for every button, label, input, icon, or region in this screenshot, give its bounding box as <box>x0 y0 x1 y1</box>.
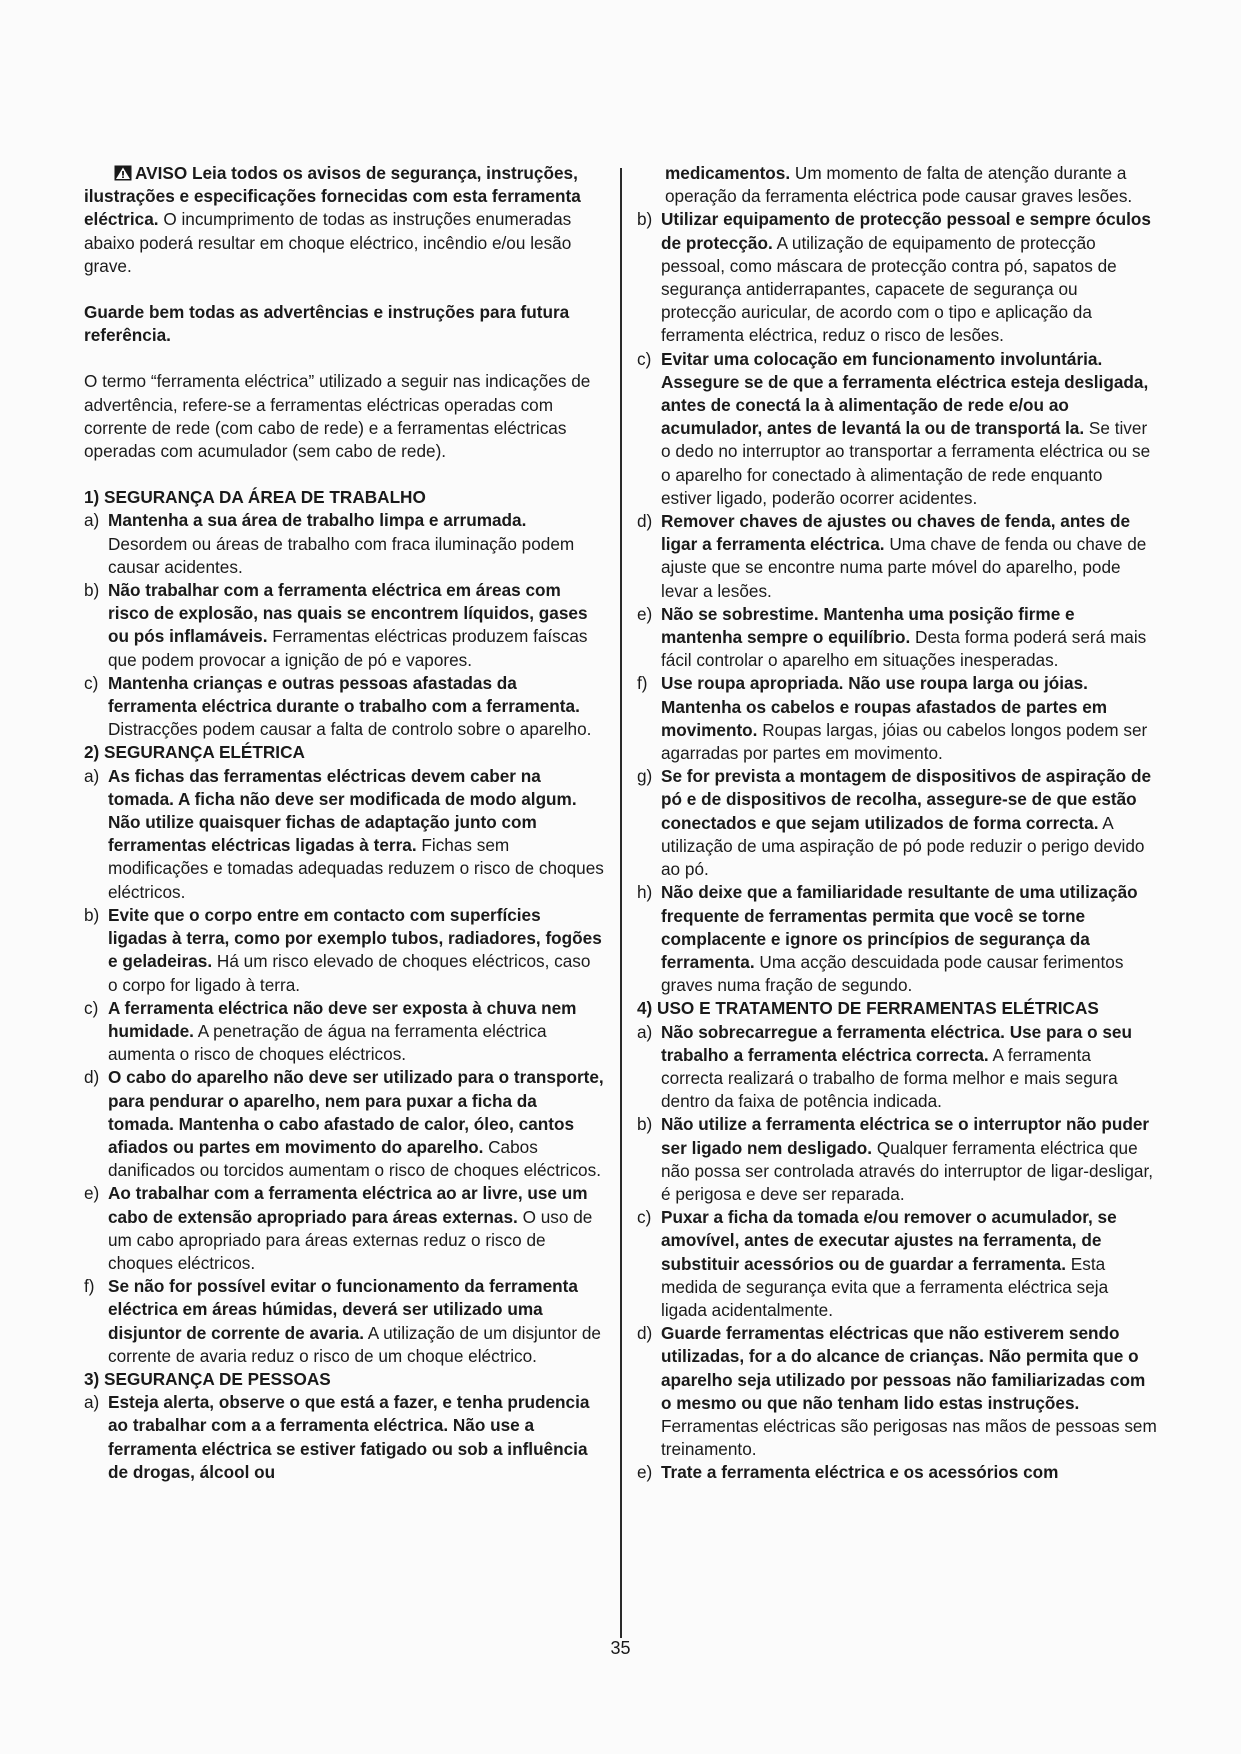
list-item <box>84 509 604 579</box>
list-item <box>84 579 604 672</box>
keep-note <box>84 301 604 347</box>
item-bold: Ao trabalhar com a ferramenta eléctrica ao ar livre, use um cabo de extensão apropriado para áreas externas. <box>108 1183 588 1227</box>
item-letter: d) <box>84 1067 100 1088</box>
section-1-list <box>84 509 604 741</box>
item-bold: Se não for possível evitar o funcionamento da ferramenta eléctrica em áreas húmidas, deverá ser utilizado uma disjuntor de corrente de avaria. <box>108 1276 578 1343</box>
warning-bold: AVISO Leia todos os avisos de segurança, instruções, ilustrações e especificações fornecidas com esta ferramenta eléctrica. <box>84 163 581 230</box>
list-item <box>637 765 1157 881</box>
item-bold: Evite que o corpo entre em contacto com superfícies ligadas à terra, como por exemplo tubos, radiadores, fogões e geladeiras. <box>108 904 602 972</box>
item-letter: b) <box>637 209 653 230</box>
item-letter: e) <box>637 603 653 624</box>
section-3-list-continued <box>637 208 1157 997</box>
list-item <box>637 1021 1157 1114</box>
continuation-bold: medicamentos. <box>665 163 791 183</box>
page-number: 35 <box>610 1638 631 1658</box>
list-item <box>637 1322 1157 1461</box>
item-normal: A utilização de uma aspiração de pó pode reduzir o perigo devido ao pó. <box>661 812 1145 880</box>
item-bold: As fichas das ferramentas eléctricas devem caber na tomada. A ficha não deve ser modificada de modo algum. Não utilize quaisquer fichas de adaptação junto com ferramentas eléctricas ligadas à terra. <box>108 765 577 856</box>
list-item <box>637 348 1157 510</box>
item-bold: Não se sobrestime. Mantenha uma posição firme e mantenha sempre o equilíbrio. <box>661 603 1075 648</box>
list-item <box>84 765 604 904</box>
item-letter: e) <box>637 1462 653 1483</box>
item-normal: Qualquer ferramenta eléctrica que não possa ser controlada através do interruptor de ligar-desligar, é perigosa e deve ser reparada. <box>661 1137 1154 1204</box>
item-letter: c) <box>84 672 99 693</box>
item-bold: Mantenha a sua área de trabalho limpa e arrumada. <box>108 510 527 531</box>
item-normal: Desta forma poderá será mais fácil controlar o aparelho em situações inesperadas. <box>661 627 1147 671</box>
item-normal: Uma acção descuidada pode causar ferimentos graves numa fração de segundo. <box>661 951 1124 996</box>
item-letter: d) <box>637 1323 653 1344</box>
list-item <box>84 904 604 997</box>
section-3-title: 3) SEGURANÇA DE PESSOAS <box>84 1368 331 1389</box>
item-bold: Não deixe que a familiaridade resultante de uma utilização frequente de ferramentas permita que você se torne complacente e ignore os princípios de segurança da ferramenta. <box>661 882 1138 972</box>
item-letter: a) <box>637 1021 653 1042</box>
item-bold: Guarde ferramentas eléctricas que não estiverem sendo utilizadas, for a do alcance de crianças. Não permita que o aparelho seja utilizado por pessoas não familiarizadas com o mesmo ou que não tenham lido estas instruções. <box>661 1323 1146 1413</box>
item-letter: b) <box>84 580 100 601</box>
section-2-title: 2) SEGURANÇA ELÉTRICA <box>84 742 305 763</box>
item-bold: Esteja alerta, observe o que está a fazer, e tenha prudencia ao trabalhar com a a ferramenta eléctrica. Não use a ferramenta eléctrica se estiver fatigado ou sob a influência de drogas, álcool ou <box>108 1392 590 1482</box>
list-item <box>84 1275 604 1368</box>
item-normal: Distracções podem causar a falta de controlo sobre o aparelho. <box>108 719 592 740</box>
item-normal: Fichas sem modificações e tomadas adequadas reduzem o risco de choques eléctricos. <box>108 835 604 902</box>
item-letter: c) <box>637 348 652 369</box>
section-1-title: 1) SEGURANÇA DA ÁREA DE TRABALHO <box>84 487 426 508</box>
item-bold: Se for prevista a montagem de dispositivos de aspiração de pó e de dispositivos de recolha, assegure-se de que estão conectados e que sejam utilizados de forma correcta. <box>661 766 1152 833</box>
item-letter: a) <box>84 765 100 786</box>
list-item <box>84 672 604 742</box>
list-item <box>637 881 1157 997</box>
item-bold: Não trabalhar com a ferramenta eléctrica em áreas com risco de explosão, nas quais se encontrem líquidos, gases ou pós inflamáveis. <box>108 580 588 647</box>
item-normal: A penetração de água na ferramenta eléctrica aumenta o risco de choques eléctricos. <box>108 1020 547 1065</box>
item-letter: b) <box>84 904 100 925</box>
list-item <box>84 1182 604 1275</box>
list-item <box>84 1391 604 1484</box>
list-item <box>84 1066 604 1182</box>
warning-paragraph <box>84 162 604 278</box>
keep-note-text: Guarde bem todas as advertências e instruções para futura referência. <box>84 302 570 346</box>
item-bold: Não utilize a ferramenta eléctrica se o interruptor não puder ser ligado nem desligado. <box>661 1114 1150 1158</box>
item-normal: Há um risco elevado de choques eléctricos, caso o corpo for ligado à terra. <box>108 951 591 995</box>
list-item <box>637 672 1157 765</box>
item-normal: Se tiver o dedo no interruptor ao transportar a ferramenta eléctrica ou se o aparelho for conectado à alimentação de rede enquanto estiver ligado, poderão ocorrer acidentes. <box>661 418 1151 508</box>
item-bold: Trate a ferramenta eléctrica e os acessórios com <box>661 1462 1059 1483</box>
item-normal: Uma chave de fenda ou chave de ajuste que se encontre numa parte móvel do aparelho, pode levar a lesões. <box>661 534 1147 601</box>
item-normal: Ferramentas eléctricas são perigosas nas mãos de pessoas sem treinamento. <box>661 1415 1157 1460</box>
item-letter: c) <box>84 997 99 1018</box>
left-column <box>84 162 604 1484</box>
list-item <box>637 603 1157 673</box>
item-letter: a) <box>84 1392 100 1413</box>
item-letter: a) <box>84 510 100 531</box>
list-item <box>637 1113 1157 1206</box>
list-item <box>637 510 1157 603</box>
section-2-list <box>84 765 604 1368</box>
item-normal: O uso de um cabo apropriado para áreas externas reduz o risco de choques eléctricos. <box>108 1206 593 1273</box>
warning-normal: O incumprimento de todas as instruções enumeradas abaixo poderá resultar em choque eléctrico, incêndio e/ou lesão grave. <box>84 209 572 276</box>
warning-triangle-icon <box>114 165 132 181</box>
column-divider <box>620 168 622 1638</box>
item-bold: Evitar uma colocação em funcionamento involuntária. Assegure se de que a ferramenta eléctrica esteja desligada, antes de conectá la à alimentação de rede e/ou ao acumulador, antes de levantá la ou de transportá la. <box>661 348 1149 439</box>
term-paragraph: O termo “ferramenta eléctrica” utilizado a seguir nas indicações de advertência, refere-se a ferramentas eléctricas operadas com corrente de rede (com cabo de rede) e a ferramentas eléctricas operadas com acumulador (sem cabo de rede). <box>84 371 591 462</box>
item-normal: Ferramentas eléctricas produzem faíscas que podem provocar a ignição de pó e vapores. <box>108 626 588 670</box>
item-normal: A utilização de equipamento de protecção pessoal, como máscara de protecção contra pó, sapatos de segurança antiderrapantes, capacete de segurança ou protecção auricular, de acordo com o tipo e aplicação da ferramenta eléctrica, reduz o risco de lesões. <box>661 232 1117 346</box>
list-item <box>84 997 604 1067</box>
item-normal: Esta medida de segurança evita que a ferramenta eléctrica seja ligada acidentalmente. <box>661 1253 1109 1320</box>
item-bold: Use roupa apropriada. Não use roupa larga ou jóias. Mantenha os cabelos e roupas afastados de partes em movimento. <box>661 673 1108 740</box>
item-normal: Desordem ou áreas de trabalho com fraca iluminação podem causar acidentes. <box>108 533 575 577</box>
item-normal: Roupas largas, jóias ou cabelos longos podem ser agarradas por partes em movimento. <box>661 719 1148 764</box>
list-item <box>637 208 1157 347</box>
item-bold: Utilizar equipamento de protecção pessoal e sempre óculos de protecção. <box>661 209 1151 253</box>
item-bold: Mantenha crianças e outras pessoas afastadas da ferramenta eléctrica durante o trabalho com a ferramenta. <box>108 672 580 717</box>
item-letter: g) <box>637 766 653 787</box>
section-4-list <box>637 1021 1157 1485</box>
right-column <box>637 162 1157 1485</box>
section-4-title: 4) USO E TRATAMENTO DE FERRAMENTAS ELÉTRICAS <box>637 998 1099 1019</box>
continuation-paragraph <box>637 162 1157 208</box>
item-letter: h) <box>637 882 653 903</box>
item-normal: A ferramenta correcta realizará o trabalho de forma melhor e mais segura dentro da faixa de potência indicada. <box>661 1044 1118 1112</box>
continuation-normal: Um momento de falta de atenção durante a operação da ferramenta eléctrica pode causar graves lesões. <box>665 163 1133 207</box>
item-letter: f) <box>637 673 648 694</box>
list-item <box>637 1461 1157 1484</box>
item-letter: b) <box>637 1114 653 1135</box>
item-normal: A utilização de um disjuntor de corrente de avaria reduz o risco de um choque eléctrico. <box>108 1322 601 1366</box>
item-letter: e) <box>84 1183 100 1204</box>
item-bold: Não sobrecarregue a ferramenta eléctrica. Use para o seu trabalho a ferramenta eléctrica correcta. <box>661 1021 1132 1065</box>
item-letter: c) <box>637 1207 652 1228</box>
item-bold: O cabo do aparelho não deve ser utilizado para o transporte, para pendurar o aparelho, nem para puxar a ficha da tomada. Mantenha o cabo afastado de calor, óleo, cantos afiados ou partes em movimento do aparelho. <box>108 1067 604 1157</box>
item-letter: f) <box>84 1276 95 1297</box>
item-normal: Cabos danificados ou torcidos aumentam o risco de choques eléctricos. <box>108 1136 601 1181</box>
section-3-list <box>84 1391 604 1484</box>
item-bold: Remover chaves de ajustes ou chaves de fenda, antes de ligar a ferramenta eléctrica. <box>661 511 1131 555</box>
item-letter: d) <box>637 511 653 532</box>
item-bold: A ferramenta eléctrica não deve ser exposta à chuva nem humidade. <box>108 997 577 1041</box>
item-bold: Puxar a ficha da tomada e/ou remover o acumulador, se amovível, antes de executar ajustes na ferramenta, de substituir acessórios ou de guardar a ferramenta. <box>661 1207 1117 1274</box>
list-item <box>637 1206 1157 1322</box>
